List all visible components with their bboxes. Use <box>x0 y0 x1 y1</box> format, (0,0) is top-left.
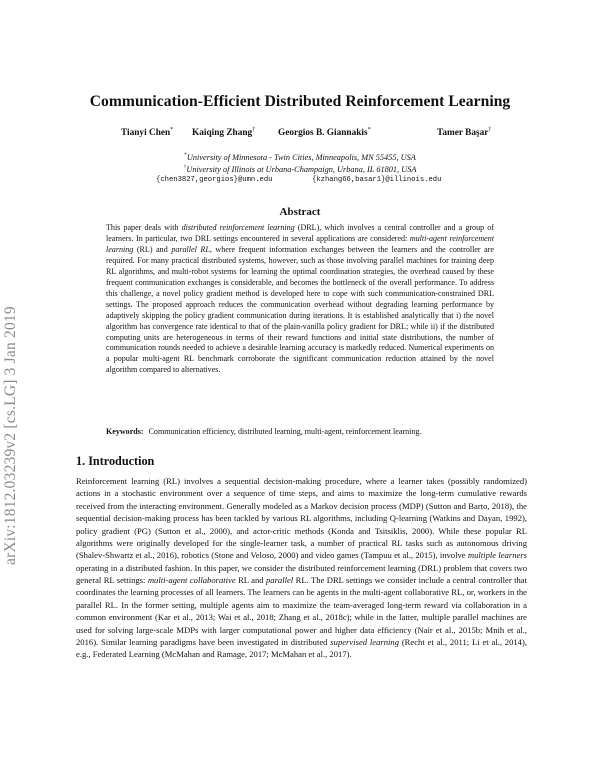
intro-emphasis: parallel <box>265 575 294 585</box>
author-email[interactable]: {kzhang66,basar1}@illinois.edu <box>312 176 442 184</box>
affiliation <box>0 152 600 162</box>
author <box>278 127 371 138</box>
abstract-text-run: (DRL), which involves a central controller and a group of learners. In particular, two DRL settings encountered in several applications are considered: <box>106 223 494 243</box>
affiliation-mark: † <box>183 164 187 170</box>
author-name: Kaiqing Zhang <box>192 128 253 139</box>
keywords-label: Keywords: <box>106 427 144 436</box>
affiliation-text: University of Minnesota - Twin Cities, Minneapolis, MN 55455, USA <box>186 152 416 162</box>
author <box>121 127 173 138</box>
abstract-body <box>106 223 494 376</box>
section-heading-introduction: 1. Introduction <box>76 454 155 468</box>
intro-emphasis: multi-agent collaborative <box>147 575 236 585</box>
author-email[interactable]: {chen3827,georgios}@umn.edu <box>156 176 273 184</box>
author <box>192 127 255 138</box>
keywords-line <box>106 427 506 438</box>
intro-text-run: RL. The DRL settings we consider include a central controller that coordinates the learning processes of all learners. The learners can be agents in the multi-agent collaborative RL, or, workers in the parallel RL. In the former setting, multiple agents aim to maximize the team-averaged long-term reward via collaboration in a common environment (Kar et al., 2013; Wai et al., 2018; Zhang et al., 2018c); while in the latter, multiple parallel machines are used for solving large-scale MDPs with larger computational power and higher data efficiency (Nair et al., 2015b; Mnih et al., 2016). Similar learning paradigms have been investigated in distributed <box>76 575 528 647</box>
intro-emphasis: multiple learners <box>467 550 527 561</box>
abstract-emphasis: multi-agent reinforcement learning <box>106 233 494 254</box>
abstract-text-run: , where frequent information exchanges between the learners and the controller are required. For many practical distributed systems, however, such as those involving parallel machines for training deep RL algorithms, and multi-robot systems for learning the optimal coordination strategies, the overhead caused by these frequent communication exchanges is considerable, and becomes the bottleneck of the overall performance. To address this challenge, a novel policy gradient method is developed here to cope with such communication-constrained DRL settings. The proposed approach reduces the communication overhead without degrading learning performance by adaptively skipping the policy gradient communication during iterations. It is established analytically that i) the novel algorithm has convergence rate identical to that of the plain-vanilla policy gradient for DRL; while ii) if the distributed computing units are heterogeneous in terms of their reward functions and initial state distributions, the number of communication rounds needed to achieve a desirable learning accuracy is markedly reduced. Numerical experiments on a popular multi-agent RL benchmark corroborate the significant communication reduction attained by the novel algorithm compared to alternatives. <box>106 244 495 375</box>
author-mark: † <box>252 127 256 133</box>
author-name: Tamer Başar <box>437 128 489 139</box>
author-mark: † <box>488 127 492 133</box>
author-mark: * <box>170 127 174 133</box>
introduction-body <box>76 475 527 661</box>
email-list <box>0 176 600 188</box>
author-list <box>0 127 600 143</box>
author-name: Tianyi Chen <box>121 128 171 139</box>
intro-emphasis: supervised learning <box>330 636 399 647</box>
abstract-emphasis: distributed reinforcement learning <box>181 223 295 232</box>
affiliation-mark: * <box>184 152 187 158</box>
affiliation-text: University of Illinois at Urbana-Champaign, Urbana, IL 61801, USA <box>186 164 417 174</box>
intro-text-run: RL and <box>235 575 266 585</box>
abstract-heading: Abstract <box>279 206 321 218</box>
paper-title: Communication-Efficient Distributed Reinforcement Learning <box>89 93 511 110</box>
intro-text-run: Reinforcement learning (RL) involves a sequential decision-making procedure, where a learner takes (possibly randomized) actions in a stochastic environment over a sequence of time steps, and aims to maximize the long-term cumulative rewards received from the interacting environment. Generally modeled as a Markov decision process (MDP) (Sutton and Barto, 2018), the sequential decision-making process has been tackled by various RL algorithms, including Q-learning (Watkins and Dayan, 1992), policy gradient (PG) (Sutton et al., 2000), and actor-critic methods (Konda and Tsitsiklis, 2000). While these popular RL algorithms were originally developed for the single-learner task, a number of practical RL tasks such as autonomous driving (Shalev-Shwartz et al., 2016), robotics (Stone and Veloso, 2000) and video games (Tampuu et al., 2015), involve <box>76 476 527 561</box>
intro-text-run: operating in a distributed fashion. In this paper, we consider the distributed reinforcement learning (DRL) problem that covers two general RL settings: <box>76 562 527 585</box>
keywords-text: Communication efficiency, distributed learning, multi-agent, reinforcement learning. <box>148 427 422 436</box>
abstract-text-run: (RL) and <box>133 244 172 254</box>
intro-text-run: (Recht et al., 2011; Li et al., 2014), e.g., Federated Learning (McMahan and Ramage, 2017; McMahan et al., 2017). <box>76 636 527 660</box>
arxiv-identifier-stamp: arXiv:1812.03239v2 [cs.LG] 3 Jan 2019 <box>2 306 19 565</box>
abstract-text-run: This paper deals with <box>106 223 182 232</box>
author <box>437 127 491 138</box>
author-name: Georgios B. Giannakis <box>278 128 368 139</box>
affiliation <box>0 164 600 174</box>
author-mark: * <box>367 127 371 133</box>
abstract-emphasis: parallel RL <box>171 244 210 254</box>
